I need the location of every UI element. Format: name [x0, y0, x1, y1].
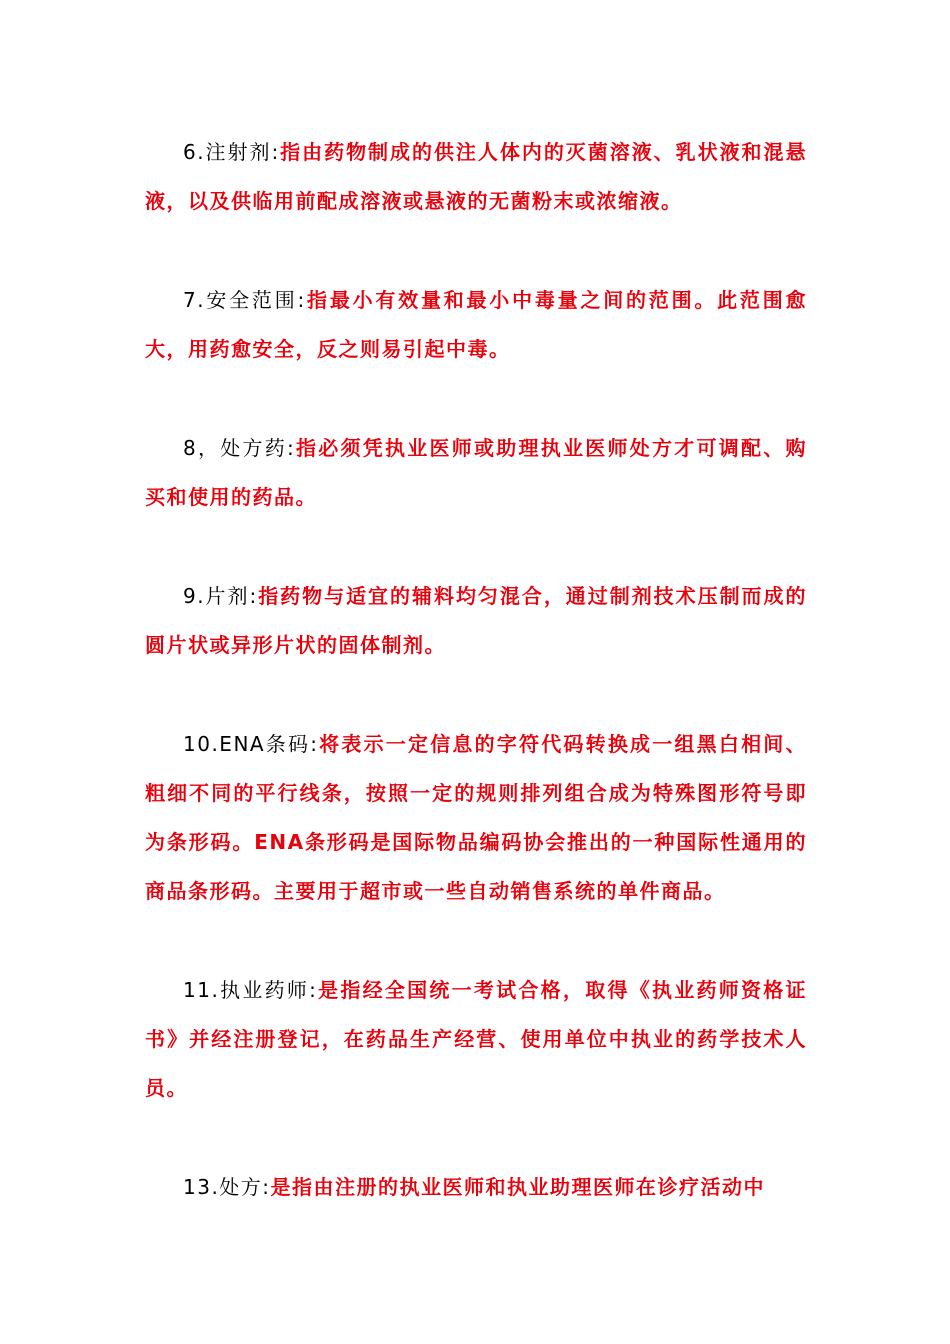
entry-definition: 指由药物制成的供注人体内的灭菌溶液、乳状液和混悬液，以及供临用前配成溶液或悬液的无菌粉末或浓缩液。	[145, 140, 807, 213]
definition-entry-10	[145, 720, 807, 916]
entry-definition: 指必须凭执业医师或助理执业医师处方才可调配、购买和使用的药品。	[145, 436, 807, 509]
definition-entry-9	[145, 572, 807, 670]
entry-definition: 指最小有效量和最小中毒量之间的范围。此范围愈大，用药愈安全，反之则易引起中毒。	[145, 288, 808, 361]
entry-term: 10.ENA条码:	[183, 732, 319, 756]
entry-term: 11.执业药师:	[183, 978, 318, 1002]
document-body	[145, 128, 807, 1262]
definition-entry-6	[145, 128, 807, 226]
definition-entry-11	[145, 966, 807, 1113]
entry-definition: 是指由注册的执业医师和执业助理医师在诊疗活动中	[270, 1175, 766, 1199]
entry-term: 8，处方药:	[183, 436, 296, 460]
entry-term: 13.处方:	[183, 1175, 271, 1199]
entry-term: 7.安全范围:	[183, 288, 306, 312]
definition-entry-8	[145, 424, 807, 522]
definition-entry-7	[145, 276, 807, 374]
entry-definition: 指药物与适宜的辅料均匀混合，通过制剂技术压制而成的圆片状或异形片状的固体制剂。	[145, 584, 807, 657]
entry-definition: 是指经全国统一考试合格，取得《执业药师资格证书》并经注册登记，在药品生产经营、使用单位中执业的药学技术人员。	[145, 978, 808, 1100]
definition-entry-13	[145, 1163, 807, 1212]
entry-term: 9.片剂:	[183, 584, 258, 608]
entry-definition: 将表示一定信息的字符代码转换成一组黑白相间、粗细不同的平行线条，按照一定的规则排列组合成为特殊图形符号即为条形码。ENA条形码是国际物品编码协会推出的一种国际性通用的商品条形码。主要用于超市或一些自动销售系统的单件商品。	[145, 732, 808, 903]
entry-term: 6.注射剂:	[183, 140, 280, 164]
